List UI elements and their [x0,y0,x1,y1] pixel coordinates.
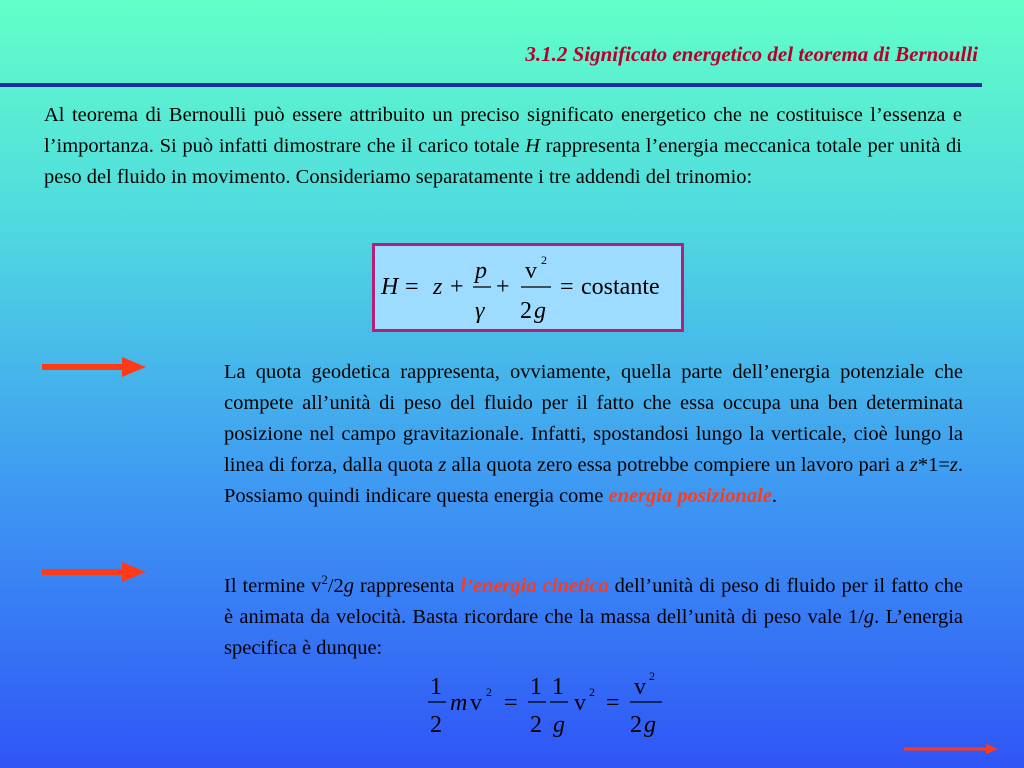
eq-h: H [381,274,399,300]
keq-exp-1: 2 [486,685,492,699]
cinetica-text-3: rappresenta [354,574,461,597]
quota-text-5: . [771,485,778,507]
cinetica-text-5: . L’energia specifica è dunque: [224,605,963,659]
cinetica-g-1: g [343,574,355,597]
eq-v: v [525,258,537,284]
keq-one-1: 1 [430,674,442,700]
keq-m: m [450,690,468,716]
intro-text-after: rappresenta l’energia meccanica totale per unità di peso del fluido in movimento. Consideriamo separatamente i tre addendi del trinomio: [44,135,962,188]
keq-v-2: v [574,690,586,716]
keq-one-3: 1 [552,674,564,700]
bernoulli-equation-box [372,243,684,332]
kinetic-energy-equation [412,668,682,748]
arrow-right-icon [42,560,148,584]
eq-z: z [433,274,443,300]
arrow-right-icon [42,355,148,379]
energia-posizionale-highlight: energia posizionale [608,485,772,507]
cinetica-paragraph [224,564,963,664]
slide-title: 3.1.2 Significato energetico del teorema di Bernoulli [525,42,978,66]
eq-p: p [475,258,487,284]
eq-two: 2 [520,298,532,324]
keq-exp-2: 2 [589,685,595,699]
eq-v-exponent: 2 [541,253,547,267]
cinetica-text-1: Il termine v [224,574,322,597]
eq-plus-1: + [450,274,464,300]
quota-paragraph [224,357,963,512]
eq-equals-2: = [560,274,574,300]
keq-g-2: g [644,712,656,738]
keq-equals-2: = [606,690,620,716]
eq-gamma: γ [475,298,485,324]
cinetica-sup: 2 [321,572,328,587]
arrow-right-icon[interactable] [904,741,1000,757]
eq-costante: costante [581,274,660,300]
quota-text-3: *1= [917,454,950,476]
quota-z-2: z [909,454,918,476]
keq-equals-1: = [504,690,518,716]
intro-text-before: Al teorema di Bernoulli può essere attribuito un preciso significato energetico che ne costituisce l’essenza e l’importanza. Si può infatti dimostrare che il carico totale [44,104,962,157]
bernoulli-equation [375,246,681,329]
cinetica-g-2: g [863,605,875,628]
title-divider [0,83,982,87]
keq-g-1: g [553,712,565,738]
quota-z-3: z [949,454,958,476]
quota-text-4: . Possiamo quindi indicare questa energia come [224,454,963,507]
eq-equals-1: = [405,274,419,300]
energia-cinetica-highlight: l’energia cinetica [460,574,609,597]
keq-v-1: v [470,690,482,716]
keq-two-3: 2 [630,712,642,738]
cinetica-text-4: dell’unità di peso di fluido per il fatto che è animata da velocità. Basta ricordare che la massa dell’unità di peso vale 1/ [224,574,963,628]
quota-text-1: La quota geodetica rappresenta, ovviamente, quella parte dell’energia potenziale che compete all’unità di peso del fluido per il fatto che essa occupa una ben determinata posizione nel campo gravitazionale. Infatti, spostandosi lungo la verticale, cioè lungo la linea di forza, dalla quota [224,361,963,476]
keq-exp-3: 2 [649,669,655,683]
quota-text-2: alla quota zero essa potrebbe compiere un lavoro pari a [446,454,910,476]
intro-symbol-h: H [525,135,540,157]
quota-z-1: z [438,454,447,476]
eq-g: g [534,298,546,324]
eq-plus-2: + [496,274,510,300]
kinetic-equation-svg [412,668,682,748]
cinetica-text-2: /2 [327,574,344,597]
intro-paragraph [44,100,962,193]
keq-two-2: 2 [530,712,542,738]
keq-v-3: v [634,674,646,700]
keq-two-1: 2 [430,712,442,738]
keq-one-2: 1 [530,674,542,700]
